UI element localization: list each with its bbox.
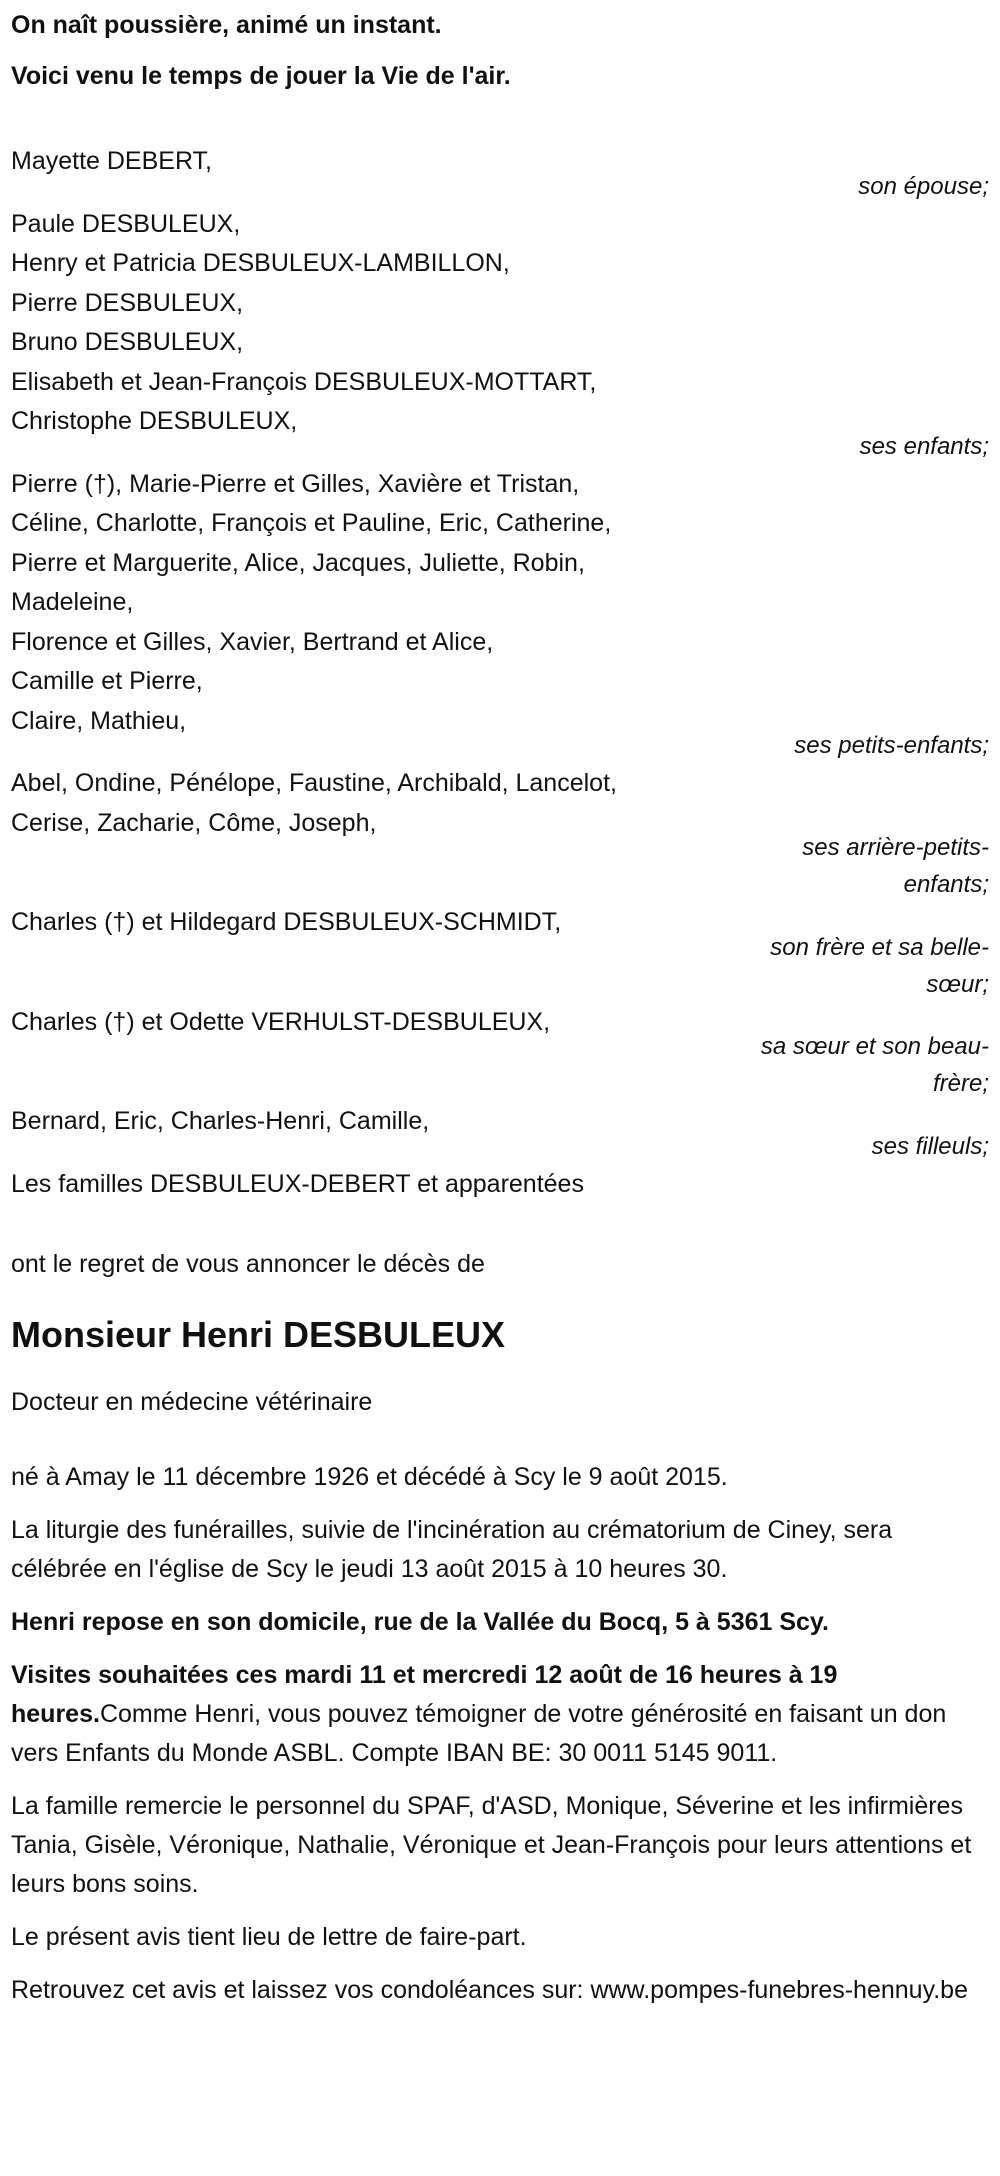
family-names: Charles (†) et Hildegard DESBULEUX-SCHMIDT, — [11, 908, 562, 936]
donation: Comme Henri, vous pouvez témoigner de votre générosité en faisant un don vers Enfants du Monde ASBL. Compte IBAN BE: 30 0011 5145 9011. — [11, 1700, 947, 1767]
family-relation: ses arrière-petits-enfants; — [802, 834, 989, 898]
family-group — [11, 142, 989, 205]
families-line: Les familles DESBULEUX-DEBERT et apparentées — [11, 1169, 584, 1198]
family-relation: ses petits-enfants; — [794, 732, 989, 759]
family-names: Abel, Ondine, Pénélope, Faustine, Archibald, Lancelot, — [11, 769, 617, 797]
thanks: La famille remercie le personnel du SPAF, d'ASD, Monique, Séverine et les infirmières Tania, Gisèle, Véronique, Nathalie, Véronique et Jean-François pour leurs attentions et leurs bons soins. — [11, 1792, 972, 1898]
family-names: Bernard, Eric, Charles-Henri, Camille, — [11, 1107, 430, 1135]
birth-death: né à Amay le 11 décembre 1926 et décédé à Scy le 9 août 2015. — [11, 1463, 728, 1491]
liturgy: La liturgie des funérailles, suivie de l'incinération au crématorium de Ciney, sera célébrée en l'église de Scy le jeudi 13 août 2015 à 10 heures 30. — [11, 1516, 893, 1583]
family-names: Bruno DESBULEUX, — [11, 328, 244, 356]
family-group — [11, 1102, 989, 1165]
family-names: Pierre et Marguerite, Alice, Jacques, Juliette, Robin, — [11, 548, 585, 577]
family-relation: son frère et sa belle-sœur; — [770, 933, 989, 998]
family-names: Madeleine, — [11, 588, 134, 616]
family-names: Céline, Charlotte, François et Pauline, Eric, Catherine, — [11, 509, 612, 537]
family-names: Pierre DESBULEUX, — [11, 288, 244, 317]
family-relation: son épouse; — [858, 172, 989, 200]
announcement: ont le regret de vous annoncer le décès de — [11, 1250, 485, 1278]
family-relation: ses enfants; — [859, 432, 989, 460]
family-names: Paule DESBULEUX, — [11, 209, 241, 238]
family-names: Charles (†) et Odette VERHULST-DESBULEUX, — [11, 1007, 551, 1036]
visits-donation — [11, 1656, 989, 1773]
family-names: Christophe DESBULEUX, — [11, 407, 298, 435]
family-group — [11, 903, 989, 1003]
family-names: Mayette DEBERT, — [11, 147, 213, 175]
family-names: Florence et Gilles, Xavier, Bertrand et Alice, — [11, 627, 494, 656]
family-group — [11, 1003, 989, 1103]
family-relation: sa sœur et son beau-frère; — [760, 1033, 989, 1097]
family-group — [11, 764, 989, 903]
family-list — [11, 142, 989, 1165]
motto-line: On naît poussière, animé un instant. — [11, 11, 442, 39]
rest-location: Henri repose en son domicile, rue de la Vallée du Bocq, 5 à 5361 Scy. — [11, 1608, 829, 1636]
family-names: Elisabeth et Jean-François DESBULEUX-MOTTART, — [11, 367, 597, 396]
visits: Visites souhaitées ces mardi 11 et mercredi 12 août de 16 heures à 19 heures. — [11, 1661, 838, 1728]
family-names: Pierre (†), Marie-Pierre et Gilles, Xavière et Tristan, — [11, 469, 580, 498]
family-names: Claire, Mathieu, — [11, 706, 187, 735]
profession: Docteur en médecine vétérinaire — [11, 1387, 373, 1416]
condolences: Retrouvez cet avis et laissez vos condoléances sur: www.pompes-funebres-hennuy.be — [11, 1976, 968, 2004]
family-group — [11, 465, 989, 765]
family-relation: ses filleuls; — [871, 1132, 989, 1160]
family-names: Henry et Patricia DESBULEUX-LAMBILLON, — [11, 249, 510, 277]
family-names: Cerise, Zacharie, Côme, Joseph, — [11, 808, 377, 837]
family-names: Camille et Pierre, — [11, 667, 203, 695]
deceased-name: Monsieur Henri DESBULEUX — [11, 1313, 506, 1355]
motto-line: Voici venu le temps de jouer la Vie de l'air. — [11, 62, 511, 90]
notice: Le présent avis tient lieu de lettre de faire-part. — [11, 1923, 527, 1951]
family-group — [11, 205, 989, 465]
